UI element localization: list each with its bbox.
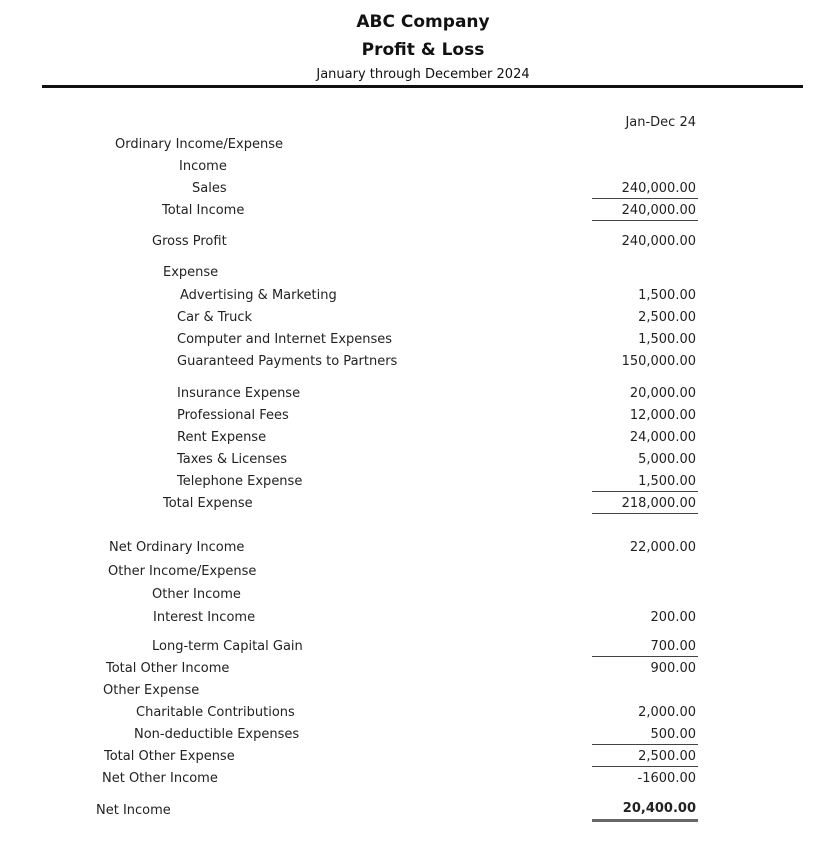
row-professional-fees-label: Professional Fees (177, 408, 289, 423)
row-net-ordinary-income-label: Net Ordinary Income (109, 540, 245, 555)
row-car-truck-value: 2,500.00 (638, 310, 696, 325)
row-gross-profit-value: 240,000.00 (621, 234, 696, 249)
row-charitable-label: Charitable Contributions (136, 705, 295, 720)
row-net-ordinary-income-value: 22,000.00 (629, 540, 696, 555)
row-total-other-expense-value: 2,500.00 (638, 749, 696, 764)
header-rule (42, 85, 803, 88)
row-total-expense-label: Total Expense (163, 496, 253, 511)
row-sales-value: 240,000.00 (621, 181, 696, 196)
column-header: Jan-Dec 24 (625, 115, 696, 130)
row-sales-label: Sales (192, 181, 227, 196)
report-title: Profit & Loss (361, 40, 485, 60)
row-interest-income-value: 200.00 (650, 610, 696, 625)
row-lt-capital-gain-label: Long-term Capital Gain (152, 639, 303, 654)
row-charitable-value: 2,000.00 (638, 705, 696, 720)
underline (592, 198, 698, 199)
section-ordinary-income-expense: Ordinary Income/Expense (115, 137, 283, 152)
row-advertising-label: Advertising & Marketing (180, 288, 337, 303)
row-gross-profit-label: Gross Profit (152, 234, 227, 249)
row-total-other-income-label: Total Other Income (106, 661, 230, 676)
row-net-other-income-value: -1600.00 (637, 771, 696, 786)
row-guaranteed-payments-label: Guaranteed Payments to Partners (177, 354, 398, 369)
row-computer-internet-value: 1,500.00 (638, 332, 696, 347)
row-insurance-label: Insurance Expense (177, 386, 301, 401)
underline (592, 766, 698, 767)
row-professional-fees-value: 12,000.00 (629, 408, 696, 423)
row-total-other-expense-label: Total Other Expense (104, 749, 235, 764)
section-expense: Expense (163, 265, 219, 280)
row-total-other-income-value: 900.00 (650, 661, 696, 676)
company-name: ABC Company (356, 12, 490, 32)
row-non-deductible-value: 500.00 (650, 727, 696, 742)
underline (592, 491, 698, 492)
row-telephone-value: 1,500.00 (638, 474, 696, 489)
row-net-other-income-label: Net Other Income (102, 771, 218, 786)
row-net-income-value: 20,400.00 (622, 801, 696, 816)
row-computer-internet-label: Computer and Internet Expenses (177, 332, 393, 347)
row-total-income-label: Total Income (162, 203, 245, 218)
row-total-expense-value: 218,000.00 (621, 496, 696, 511)
row-net-income-label: Net Income (96, 803, 171, 818)
section-other-income-expense: Other Income/Expense (108, 564, 257, 579)
underline (592, 656, 698, 657)
row-rent-label: Rent Expense (177, 430, 267, 445)
row-advertising-value: 1,500.00 (638, 288, 696, 303)
row-taxes-licenses-label: Taxes & Licenses (177, 452, 288, 467)
row-guaranteed-payments-value: 150,000.00 (621, 354, 696, 369)
row-taxes-licenses-value: 5,000.00 (638, 452, 696, 467)
section-income: Income (179, 159, 227, 174)
double-underline (592, 819, 698, 822)
row-interest-income-label: Interest Income (153, 610, 256, 625)
row-car-truck-label: Car & Truck (177, 310, 253, 325)
row-lt-capital-gain-value: 700.00 (650, 639, 696, 654)
underline (592, 744, 698, 745)
underline (592, 220, 698, 221)
report-period: January through December 2024 (316, 67, 530, 82)
underline (592, 513, 698, 514)
row-total-income-value: 240,000.00 (621, 203, 696, 218)
row-telephone-label: Telephone Expense (177, 474, 303, 489)
row-non-deductible-label: Non-deductible Expenses (134, 727, 300, 742)
row-rent-value: 24,000.00 (629, 430, 696, 445)
section-other-income: Other Income (152, 587, 241, 602)
section-other-expense: Other Expense (103, 683, 200, 698)
row-insurance-value: 20,000.00 (629, 386, 696, 401)
